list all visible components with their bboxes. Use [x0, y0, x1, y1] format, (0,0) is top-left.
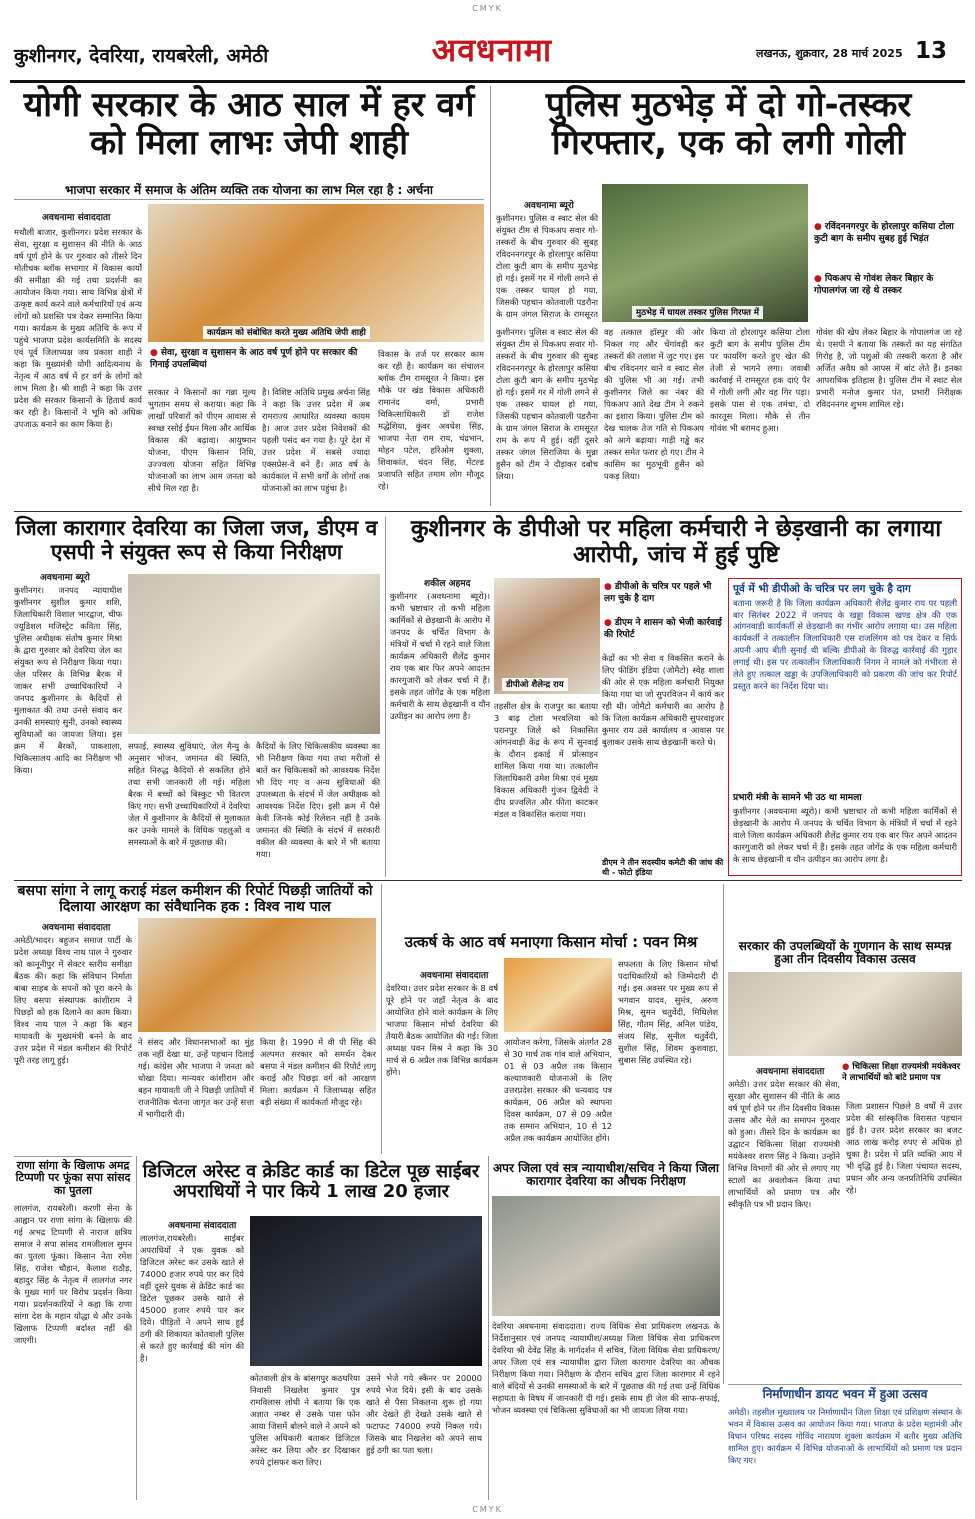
- story4-pointer-1: ● डीपीओ के चरित्र पर पहले भी लग चुके है दाग: [604, 582, 712, 604]
- story4-col3: केंद्रों का भी सेवा व विकसित कराने के लिए फीडिंग इंडिया (जोमैटो) स्वेह शाला की ओर से एक महिला कर्मचारी नियुक्त किया गया था जो सुपरविजन में कार्य कर रही थी। जोमैटो कर्मचारी का आरोप है कि जिला कार्यक्रम अधिकारी सुपरवाइजर कुमार राय उसे कार्यालय व आवास पर बुलाकर उसके साथ छेड़खानी करते थे।: [602, 653, 724, 748]
- story1-col3: है। विशिष्ट अतिथि प्रमुख अर्चना सिंह ने कहा कि उत्तर प्रदेश में अब रामराज्य आधारित व्यवस्था कायम है। आज उत्तर प्रदेश निवेशकों की पहली पसंद बन गया है। पूरे देश में उत्तर प्रदेश में सबसे ज्यादा एक्सप्रेस-वे बने हैं। आठ वर्ष के कार्यकाल में सभी वर्गों के लोगों तक योजनाओं का लाभ पहुंचा है।: [262, 387, 370, 494]
- story3-col3: कैदियों के लिए चिकित्सकीय व्यवस्था का भी निरीक्षण किया गया तथा मरीजों से बातें कर चिकित्सकों को आवश्यक निर्देश भी दिए गए व अन्य सुविधाओं की उपलब्धता के संदर्भ में जेल अधीक्षक को आवश्यक निर्देश दिए। इसी क्रम में पैसे केवी जिनके कोई रिलेशन नहीं है उनके जमानत की स्थिति के संदर्भ में सरकारी वकील की व्यवस्था के बारे में भी बताया गया।: [256, 741, 380, 860]
- story1-col1: मथौली बाजार, कुशीनगर। प्रदेश सरकार के सेवा, सुरक्षा व सुशासन की नीति के आठ वर्ष पूर्ण होने के पर गुरुवार को तीसरे दिन मोतीचक ब्लॉक सभागार में विकास कार्यों की समीक्षा की गई तथा प्रदर्शनी का आयोजन किया गया। साथ विभिन्न क्षेत्रों में उत्कृष्ट कार्य करने वाले कर्मचारियों एवं अन्य लोगों को प्रशस्ति पत्र देकर सम्मानित किया गया। कार्यक्रम के मुख्य अतिथि के रूप में पहुंचे भाजपा प्रदेश कार्यसमिति के सदस्य एवं पूर्व जिलाध्यक्ष जय प्रकाश शाही ने कहा कि मुख्यमंत्री योगी आदित्यनाथ के नेतृत्व में आठ वर्ष में हर वर्ग के लोगों को लाभ मिला है। श्री शाही ने कहा कि उत्तर प्रदेश की सरकार किसानों के हितार्थ कार्य कर रही है। किसानों ने भूमि को अधिक उपजाऊ बनाने का काम किया है।: [14, 227, 142, 430]
- story4-pointer-2: ● डीएम ने शासन को भेजी कार्रवाई की रिपोर्ट: [604, 618, 722, 640]
- story3-col1: कुशीनगर। जनपद न्यायाधीश कुशीनगर सुशील कुमार शशि, जिलाधिकारी विशाल भारद्वाज, चीफ ज्यूडिशल मजिस्ट्रेट कविता सिंह, पुलिस अधीक्षक संतोष कुमार मिश्रा के द्वारा गुरुवार को देवरिया जेल का संयुक्त रूप से निरीक्षण किया गया। जेल परिसर के विभिन्न बैरक में जाकर सभी उच्चाधिकारियों ने जनपद कुशीनगर के कैदियों से मुलाकात की तथा उनसे संवाद कर उनकी समस्याएं सुनी, उनको स्वास्थ्य सुविधाओं का जायजा लिया। इस क्रम में बैरकों, पाकशाला, चिकित्सालय आदि का निरीक्षण भी किया।: [14, 585, 122, 776]
- column-divider: [723, 884, 724, 1384]
- story6-photo: [504, 958, 612, 1032]
- column-divider: [488, 1156, 489, 1500]
- story4-sidebar-title: पूर्व में भी डीपीओ के चरित्र पर लग चुके है दाग: [733, 583, 911, 595]
- story5-col2: ने संसद और विधानसभाओं का मुंह तक नहीं देखा था, उन्हें पहचान दिलाई गई। कांग्रेस और भाजपा ने जनता को धोखा दिया। मान्यवर कांशीराम और बहन मायावती जी ने पिछड़ी जातियों में राजनीतिक चेतना जागृत कर उन्हें सत्ता में भागीदारी दी।: [138, 1037, 254, 1120]
- story4-sidebar: [728, 578, 962, 876]
- story6-col1: देवरिया। उत्तर प्रदेश सरकार के 8 वर्ष पूरे होने पर जहाँ नेतृत्व के बाद आयोजित होने वाले कार्यक्रम के लिए भाजपा किसान मोर्चा देवरिया की तैयारी बैठक आयोजित की गई। जिला अध्यक्ष पवन मिश्र ने कहा कि 30 मार्च से 6 अप्रैल तक विभिन्न कार्यक्रम होंगे।: [386, 983, 498, 1078]
- story4-col1: कुशीनगर (अवधनामा ब्यूरो)। कभी भ्रष्टाचार तो कभी महिला कार्मिकों से छेड़खानी के आरोप में जनपद के चर्चित विभाग के मंत्रियों में चर्चा में रहने वाले जिला कार्यक्रम अधिकारी शैलेंद्र कुमार राय एक बार फिर अपने आदतन कारगुजारी को लेकर चर्चा में हैं। इसके तहत जोगेंद्र के एक महिला कर्मचारी के साथ छेड़खानी व यौन उत्पीड़न का आरोप लगा है।: [390, 591, 490, 722]
- story1-pullquote: ● सेवा, सुरक्षा व सुशासन के आठ वर्ष पूर्ण होने पर सरकार की गिनाई उपलब्धियां: [150, 348, 358, 370]
- bullet-icon: ●: [604, 582, 612, 592]
- story7-photo: [728, 972, 962, 1056]
- column-divider: [490, 86, 491, 506]
- masthead-title: अवधनामा: [431, 31, 553, 69]
- bullet-icon: ●: [604, 618, 612, 628]
- story2-col1: कुशीनगर। पुलिस व स्वाट सेल की संयुक्त टीम से पिकअप सवार गो-तस्करों के बीच गुरुवार की सुबह रविदननगरपुर के होरलापुर कसिया टोला कुटी बाग के समीप मुठभेड़ हो गई। इसमें गर में गोली लगने से एक तस्कर घायल हो गया, जिसकी पहचान कोतवाली पडरौना के ग्राम जंगल सिराज के रामसूरत: [496, 213, 598, 320]
- column-divider: [381, 884, 382, 1154]
- story9-byline: अवधनामा संवाददाता: [168, 1221, 237, 1231]
- story2-pointer-1: ● रविंदननगरपुर के होरलापुर कसिया टोला कुटी बाग के समीप सुबह हुई भिड़ंत: [814, 222, 954, 244]
- story6-col3: सफलता के लिए किसान मोर्चा पदाधिकारियों को जिम्मेदारी दी गई। इस अवसर पर मुख्य रूप से भगवान यादव, सुमंत्र, अरुण मिश्र, सुमन चतुर्वेदी, मिथिलेश सिंह, गौतम सिंह, अनिल पांडेय, संजय सिंह, सुनील चतुर्वेदी, सुशील सिंह, शिवम कुशवाहा, सुबास सिंह उपस्थित रहे।: [618, 959, 718, 1066]
- story2-col4: गोवंश की खेप लेकर बिहार के गोपालगंज जा रहे थे। एसपी ने बताया कि तस्करों का यह संगठित गिरोह है, जो पशुओं की तस्करी करता है और अर्जित अवैध को आपस में बांट लेते हैं। इनका आपराधिक इतिहास है। पुलिस टीम में स्वाट सेल प्रभारी मनोज कुमार पंत, प्रभारी निरीक्षक रविदननगर शुभम शामिल रहे।: [816, 327, 962, 410]
- story7-byline: अवधनामा संवाददाता: [756, 1067, 825, 1077]
- story1-byline: अवधनामा संवाददाता: [42, 213, 111, 223]
- story4-photo: [494, 578, 600, 694]
- story4-col2: तहसील क्षेत्र के राजपुर का बताया 3 बाढ़ टोला भरवलिया को परानपुर जिले को निकासित आंगनवाड़ी केंद्र के रूप में सुनवाई के दौरान इकाई में प्रोत्साहन शामिल किया गया था। तत्कालीन जिलाधिकारी उमेश मिश्रा एवं मुख्य विकास अधिकारी गुंजन द्विवेदी ने दीप प्रज्वलित और फीता काटकर मंडल व विकासित कराया गया।: [494, 701, 598, 820]
- story8-col1: लालगंज, रायबरेली। करणी सेना के आह्वान पर राणा सांगा के खिलाफ की गई अभद्र टिप्पणी से नाराज क्षत्रिय समाज ने सपा सांसद रामजीलाल सुमन का पुतला फूंका। किसान नेता रमेश सिंह, राजेश चौहान, कैलाश राठौड़, बहादुर सिंह के नेतृत्व में लालगंज नगर के मुख्य मार्ग पर विरोध प्रदर्शन किया गया। प्रदर्शनकारियों ने कहा कि राणा सांगा देश के महान योद्धा थे और उनके खिलाफ टिप्पणी बर्दाश्त नहीं की जाएगी।: [14, 1203, 132, 1346]
- column-divider: [385, 517, 386, 877]
- header-rule: [10, 80, 965, 83]
- story11-col1: अमेठी। तहसील मुख्यालय पर निर्माणाधीन जिला शिक्षा एवं प्रशिक्षण संस्थान के भवन में विकास उत्सव का आयोजन किया गया। भाजपा के प्रदेश महामंत्री और विधान परिषद सदस्य गोविंद नारायण शुक्ला कार्यक्रम में बतौर मुख्य अतिथि शामिल हुए। कार्यक्रम में विभिन्न योजनाओं के लाभार्थियों को प्रमाण पत्र प्रदान किए गए।: [728, 1407, 962, 1466]
- bullet-icon: ●: [814, 222, 822, 232]
- story4-photo-caption: डीपीओ शैलेन्द्र राय: [502, 678, 568, 691]
- story1-col2: सरकार ने किसानों का गन्ना मूल्य भुगतान समय से कराया। कहा कि लाखों परिवारों को पीएम आवास से स्वच्छ रसोई ईंधन मिला और आर्थिक विकास की बढ़ावा। आयुष्मान योजना, पीएम किसान निधि, उज्ज्वला योजना सहित विभिन्न योजनाओं का लाभ आम जनता को सीधे मिल रहा है।: [148, 387, 256, 494]
- story4-byline: शकील अहमद: [424, 579, 471, 589]
- masthead: [402, 28, 582, 78]
- bullet-icon: ●: [814, 274, 822, 284]
- story4-sidebar-sub: प्रभारी मंत्री के सामने भी उठ था मामला: [733, 792, 862, 803]
- divider: [14, 199, 484, 200]
- story6-col2: आयोजन करेगा, जिसके अंतर्गत 28 से 30 मार्च तक गांव वाले अभियान, 01 से 03 अप्रैल तक किसान कल्याणकारी योजनाओं के लिए उत्तरप्रदेश सरकार की धन्यवाद पत्र कार्यक्रम, 06 अप्रैल को स्थापना दिवस कार्यक्रम, 07 से 09 अप्रैल तक सम्मान अभियान, 10 से 12 अप्रैल तक कार्यक्रम आयोजित होंगे।: [504, 1037, 612, 1144]
- story1-photo: [148, 204, 484, 342]
- dateline: लखनऊ, शुक्रवार, 28 मार्च 2025: [756, 47, 903, 60]
- story11-headline: निर्माणाधीन डायट भवन में हुआ उत्सव: [762, 1387, 928, 1401]
- story7-col2: जिला प्रशासन पिछले 8 वर्षों में उत्तर प्रदेश की सांस्कृतिक विरासत पहचान हुई है। उत्तर प्रदेश सरकार का बजट आठ लाख करोड़ रुपए से अधिक हो चुका है। प्रदेश में प्रति व्यक्ति आय में भी वृद्धि हुई है। जिला पंचायत सदस्य, प्रधान और अन्य जनप्रतिनिधि उपस्थित रहे।: [846, 1101, 962, 1196]
- story5-col3: किया है। 1990 में वी पी सिंह की अल्पमत सरकार को समर्थन देकर बसपा ने मंडल कमीशन की रिपोर्ट लागू कराई और पिछड़ा वर्ग को आरक्षण मिला। कार्यक्रम में जिलाध्यक्ष सहित बड़ी संख्या में कार्यकर्ता मौजूद रहे।: [260, 1037, 376, 1108]
- story7-headline: सरकार की उपलब्धियों के गुणगान के साथ सम्पन्न हुआ तीन दिवसीय विकास उत्सव: [738, 939, 952, 967]
- story8-headline: राणा सांगा के खिलाफ अमद्र टिप्पणी पर फूंका सपा सांसद का पुतला: [15, 1159, 131, 1197]
- story2-pointer-2: ● पिकअप से गोवंश लेकर बिहार के गोपालगंज जा रहे थे तस्कर: [814, 274, 934, 296]
- story3-headline: जिला कारागार देवरिया का जिला जज, डीएम व एसपी ने संयुक्त रूप से किया निरीक्षण: [15, 516, 378, 564]
- bullet-icon: ●: [842, 1062, 850, 1072]
- story10-col1: देवरिया अवधनामा संवाददाता। राज्य विधिक सेवा प्राधिकरण लखनऊ के निर्देशानुसार एवं जनपद न्यायाधीश/अध्यक्ष जिला विधिक सेवा प्राधिकरण देवरिया श्री देवेंद्र सिंह के मार्गदर्शन में सचिव, जिला विधिक सेवा प्राधिकरण/अपर जिला एवं सत्र न्यायाधीश द्वारा जिला कारागार देवरिया का औचक निरीक्षण किया गया। निरीक्षण के दौरान सचिव द्वारा जिला कारागार में रहने वाले बंदियों से उनकी समस्याओं के बारे में पूछताछ की गई तथा उन्हें विधिक सहायता के विषय में जानकारी दी गई। इसके साथ ही जेल की साफ-सफाई, भोजन व्यवस्था एवं चिकित्सा सुविधाओं का भी जायजा लिया गया।: [492, 1321, 720, 1416]
- story9-headline: डिजिटल अरेस्ट व क्रेडिट कार्ड का डिटेल पूछ साईबर अपराधियों ने पार किये 1 लाख 20 हजार: [142, 1161, 480, 1203]
- story5-headline: बसपा सांगा ने लागू कराई मंडल कमीशन की रिपोर्ट पिछड़ी जातियों को दिलाया आरक्षण का संवैधानिक हक : विश्व नाथ पाल: [17, 883, 373, 915]
- story5-byline: अवधनामा संवाददाता: [42, 923, 111, 933]
- story1-headline: योगी सरकार के आठ साल में हर वर्ग को मिला लाभः जेपी शाही: [23, 85, 475, 164]
- story6-headline: उत्कर्ष के आठ वर्ष मनाएगा किसान मोर्चा : पवन मिश्र: [404, 933, 698, 951]
- column-divider: [136, 1156, 137, 1500]
- story2-col2: वह तत्काल हॉस्पुर की ओर निकल गए और चेंगांवड़ी कर तस्करों की तलाश में जुट गए। इस बीच रविदनगर थाने व स्वाट सेल की पुलिस भी आ गई। तभी कुशीनगर जिले का नंबर की पिकअप आते देख टीम ने रुकने का इशारा किया। पुलिस टीम को देख चालक तेज गति से पिकअप को आगे बढ़ाया। गाड़ी गड्ढे कर तस्कर समेत फरार हो गए। टीम ने कासिम का मुठभूवी हुसैन को पकड़ लिया।: [604, 327, 704, 482]
- story4-box-caption: डीएम ने तीन सदस्यीय कमेटी की जांच की थी - फोटो इंडिया: [602, 858, 724, 878]
- story5-col1: अमेठी/भादर। बहुजन समाज पार्टी के प्रदेश अध्यक्ष विश्व नाथ पाल ने गुरुवार को कानूनीपुर में सेक्टर स्तरीय समीक्षा बैठक की। कहा कि संविधान निर्माता बाबा साहब के सपनों को पूरा करने के लिए बसपा संस्थापक कांशीराम ने पिछड़ों को हक दिलाने का काम किया। विश्व नाथ पाल ने कहा कि बहन मायावती के मुख्यमंत्री बनने के बाद उत्तर प्रदेश में मंडल कमीशन की रिपोर्ट पूरी तरह लागू हुई।: [14, 935, 132, 1066]
- story2-byline: अवधनामा ब्यूरो: [524, 201, 574, 211]
- story2-photo-caption: मुठभेड़ में घायल तस्कर पुलिस गिरफ्त में: [632, 306, 763, 319]
- story7-col1: अमेठी। उत्तर प्रदेश सरकार की सेवा, सुरक्षा और सुशासन की नीति के आठ वर्ष पूर्ण होने पर तीन दिवसीय विकास उत्सव और मेले का समापन गुरुवार को हुआ। तीसरे दिन के कार्यक्रम का उद्घाटन चिकित्सा शिक्षा राज्यमंत्री मयंकेश्वर शरण सिंह ने किया। उन्होंने विभिन्न विभागों की ओर से लगाए गए स्टालों का अवलोकन किया तथा लाभार्थियों को प्रमाण पत्र और स्वीकृति पत्र भी प्रदान किए।: [728, 1079, 840, 1210]
- districts-banner: कुशीनगर, देवरिया, रायबरेली, अमेठी: [14, 45, 269, 67]
- story2-photo: [602, 184, 808, 322]
- section-rule: [14, 511, 962, 512]
- story3-col2: सफाई, स्वास्थ्य सुविधाएं, जेल मैन्यु के अनुसार भोजन, जमानत की स्थिति, सहित निरुद्ध कैदियों से सकलित होने तथा सभी जानकारी ली गई। महिला बैरक में बच्चों को बिस्कुट भी वितरण किए गए। सभी उच्चाधिकारियों ने देवरिया जेल में कुशीनगर के कैदियों से मुलाकात कर उनके मामले के विधिक पहलुओं व समस्याओं के बारे में पूछताछ की।: [128, 741, 250, 848]
- story9-col2: कोतवाली क्षेत्र के बांसगपुर कठघरिया निवासी निखलेश कुमार पुत्र रामविलास लोधी ने बताया कि एक अज्ञात नम्बर से उसके पास फोन आया जिसमें बोलने वाले ने अपने को पुलिस अधिकारी बताकर डिजिटल अरेस्ट कर लिया और डर दिखाकर रुपये ट्रांसफर करा लिए।: [250, 1373, 360, 1468]
- story3-photo: [128, 574, 380, 734]
- story9-col1: लालगंज,रायबरेली। साईबर अपराधियों ने एक युवक को डिजिटल अरेस्ट कर उसके खाते से 74000 हजार रुपये पार कर दिये वहीं दूसरे युवक से क्रेडिट कार्ड का डिटेल पूछकर उसके खाते से 45000 हजार रुपये पार कर दिये। पीड़ितों ने अपने साथ हुई ठगी की शिकायत कोतवाली पुलिस से करते हुए कार्रवाई की मांग की है।: [140, 1233, 244, 1364]
- section-rule: [14, 880, 962, 881]
- story4-sidebar-text: बताना जरूरी है कि जिला कार्यक्रम अधिकारी शैलेंद्र कुमार राय पर पहली बार सितंबर 2022 में जनपद के खड्डा विकास खण्ड क्षेत्र की एक आंगनवाड़ी कार्यकर्ती से छेड़खानी का गंभीर आरोप लगाया था। उस महिला कार्यकर्ती ने तत्कालीन जिलाधिकारी एस राजलिंगम को पत्र देकर व सिर्फ अपनी आप बीती सुनाई थी बल्कि डीपीओ के विरुद्ध कार्रवाई की गुहार लगाई थी। इस पर तत्कालीन जिलाधिकारी निगम ने मामले को गंभीरता से लेते हुए तत्काल खड्डा के उपजिलाधिकारी को प्रकरण की जांच कर रिपोर्ट प्रस्तुत करने का निर्देश दिया था।: [733, 597, 957, 692]
- story1-subhead: भाजपा सरकार में समाज के अंतिम व्यक्ति तक योजना का लाभ मिल रहा है : अर्चना: [64, 183, 434, 197]
- story1-photo-caption: कार्यक्रम को संबोधित करते मुख्य अतिथि जेपी शाही: [203, 326, 370, 339]
- color-marks-bottom: CMYK: [472, 1505, 503, 1514]
- story7-pointer: ● चिकित्सा शिक्षा राज्यमंत्री मयंकेश्वर ने लाभार्थियों को बांटे प्रमाण पत्र: [842, 1062, 961, 1084]
- story6-byline: अवधनामा संवाददाता: [420, 971, 489, 981]
- story5-photo: [138, 918, 376, 1032]
- story4-sidebar-more: कुशीनगर (अवधनामा ब्यूरो)। कभी भ्रष्टाचार तो कभी महिला कार्मिकों से छेड़खानी के आरोप में जनपद के चर्चित विभाग के मंत्रियों में चर्चा में रहने वाले जिला कार्यक्रम अधिकारी शैलेंद्र कुमार राय एक बार फिर अपने आदतन कारगुजारी को लेकर चर्चा में हैं। इसके तहत जोगेंद्र के एक महिला कर्मचारी के साथ छेड़खानी व यौन उत्पीड़न का आरोप लगा है।: [733, 805, 957, 864]
- divider: [14, 1156, 132, 1157]
- story9-col3: उसने भेजे गये स्कैनर पर 20000 रुपये भेज दिये। इसी के बाद उसके खाते से पैसा निकलना शुरू हो गया और देखते ही देखते उसके खाते से फटाफट 74000 रुपये निकल गये। जिसके बाद निखलेश को अपने साथ हुई ठगी का पता चला।: [366, 1373, 482, 1456]
- divider: [728, 1384, 962, 1385]
- story9-photo: [250, 1216, 482, 1366]
- bullet-icon: ●: [150, 348, 158, 358]
- story2-col1b: कुशीनगर। पुलिस व स्वाट सेल की संयुक्त टीम से पिकअप सवार गो-तस्करों के बीच गुरुवार की सुबह रविदननगरपुर के होरलापुर कसिया टोला कुटी बाग के समीप मुठभेड़ हो गई। इसमें गर में गोली लगने से एक तस्कर घायल हो गया, जिसकी पहचान कोतवाली पडरौना के ग्राम जंगल सिराज के रामसूरत राम के रूप में हुई। वहीं दूसरे तस्कर जंगल सिराजिया के मुन्ना हुसैन को टीम ने दौड़ाकर दबोच लिया।: [496, 327, 598, 482]
- story4-headline: कुशीनगर के डीपीओ पर महिला कर्मचारी ने छेड़खानी का लगाया आरोपी, जांच में हुई पुष्टि: [410, 516, 942, 568]
- story2-col3: किया तो होरलापुर कसिया टोला कुटी बाग के समीप पुलिस टीम पर फायरिंग करते हुए खेत की तेजी से भागने लगा। जवाबी कार्रवाई में रामसूरत हक दाएं पैर में गोली लगी और वह गिर पड़ा। इसके पास से एक तमंचा, दो कारतूस मिला। मौके से तीन गोवंश भी बरामद हुआ।: [710, 327, 810, 434]
- story10-headline: अपर जिला एवं सत्र न्यायाधीश/सचिव ने किया जिला कारागार देवरिया का औचक निरीक्षण: [493, 1161, 719, 1189]
- page-number: 13: [915, 38, 948, 64]
- story1-col4: विकास के तर्ज पर सरकार काम कर रही है। कार्यक्रम का संचालन ब्लॉक टीम रामसूरत ने किया। इस मौके पर खंड विकास अधिकारी रामानंद वर्मा, प्रभारी चिकित्साधिकारी डॉ राजेश मद्धेशिया, कुंवर अवधेश सिंह, भाजपा नेता राम राय, चंद्रभान, मोहन पटेल, हरिओम शुक्ला, शिवाकांत, चंदन सिंह, मेंटल्ड प्रजापति सहित तमाम लोग मौजूद रहे।: [378, 349, 484, 492]
- story3-byline: अवधनामा ब्यूरो: [40, 573, 90, 583]
- story2-headline: पुलिस मुठभेड़ में दो गो-तस्कर गिरफ्तार, एक को लगी गोली: [545, 85, 912, 164]
- story10-photo: [492, 1196, 720, 1316]
- color-marks-top: CMYK: [472, 4, 503, 13]
